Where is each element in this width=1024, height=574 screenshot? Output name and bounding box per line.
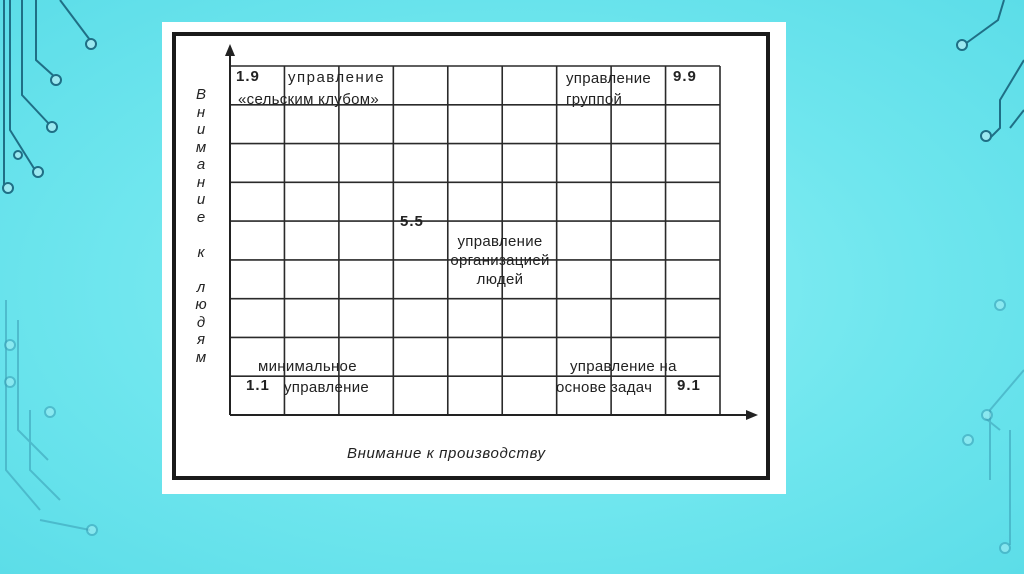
cell-1-9-line1: управление <box>288 69 386 86</box>
cell-5-5-line3: людей <box>476 271 524 288</box>
cell-9-1-line2: основе задач <box>556 379 653 396</box>
x-axis-label: Внимание к производству <box>347 445 546 462</box>
cell-1-9-code: 1.9 <box>236 68 260 85</box>
cell-9-9-line2: группой <box>566 91 623 108</box>
cell-1-1-line1: минимальное <box>258 358 357 375</box>
cell-5-5-code: 5.5 <box>400 213 424 230</box>
y-axis-arrow <box>225 44 235 56</box>
cell-5-5-line1: управление <box>457 233 543 250</box>
x-axis-arrow <box>746 410 758 420</box>
cell-9-1-code: 9.1 <box>677 377 701 394</box>
cell-5-5-line2: организацией <box>450 252 550 269</box>
y-axis-label: В н и м а н и е к л ю д я м <box>195 86 207 366</box>
cell-9-1-line1: управление на <box>570 358 677 375</box>
cell-1-1-line2: управление <box>284 379 370 396</box>
cell-9-9-line1: управление <box>566 70 652 87</box>
cell-1-1-code: 1.1 <box>246 377 270 394</box>
cell-1-9-line2: «сельским клубом» <box>238 91 380 108</box>
diagram-card <box>162 22 786 494</box>
cell-9-9-code: 9.9 <box>673 68 697 85</box>
